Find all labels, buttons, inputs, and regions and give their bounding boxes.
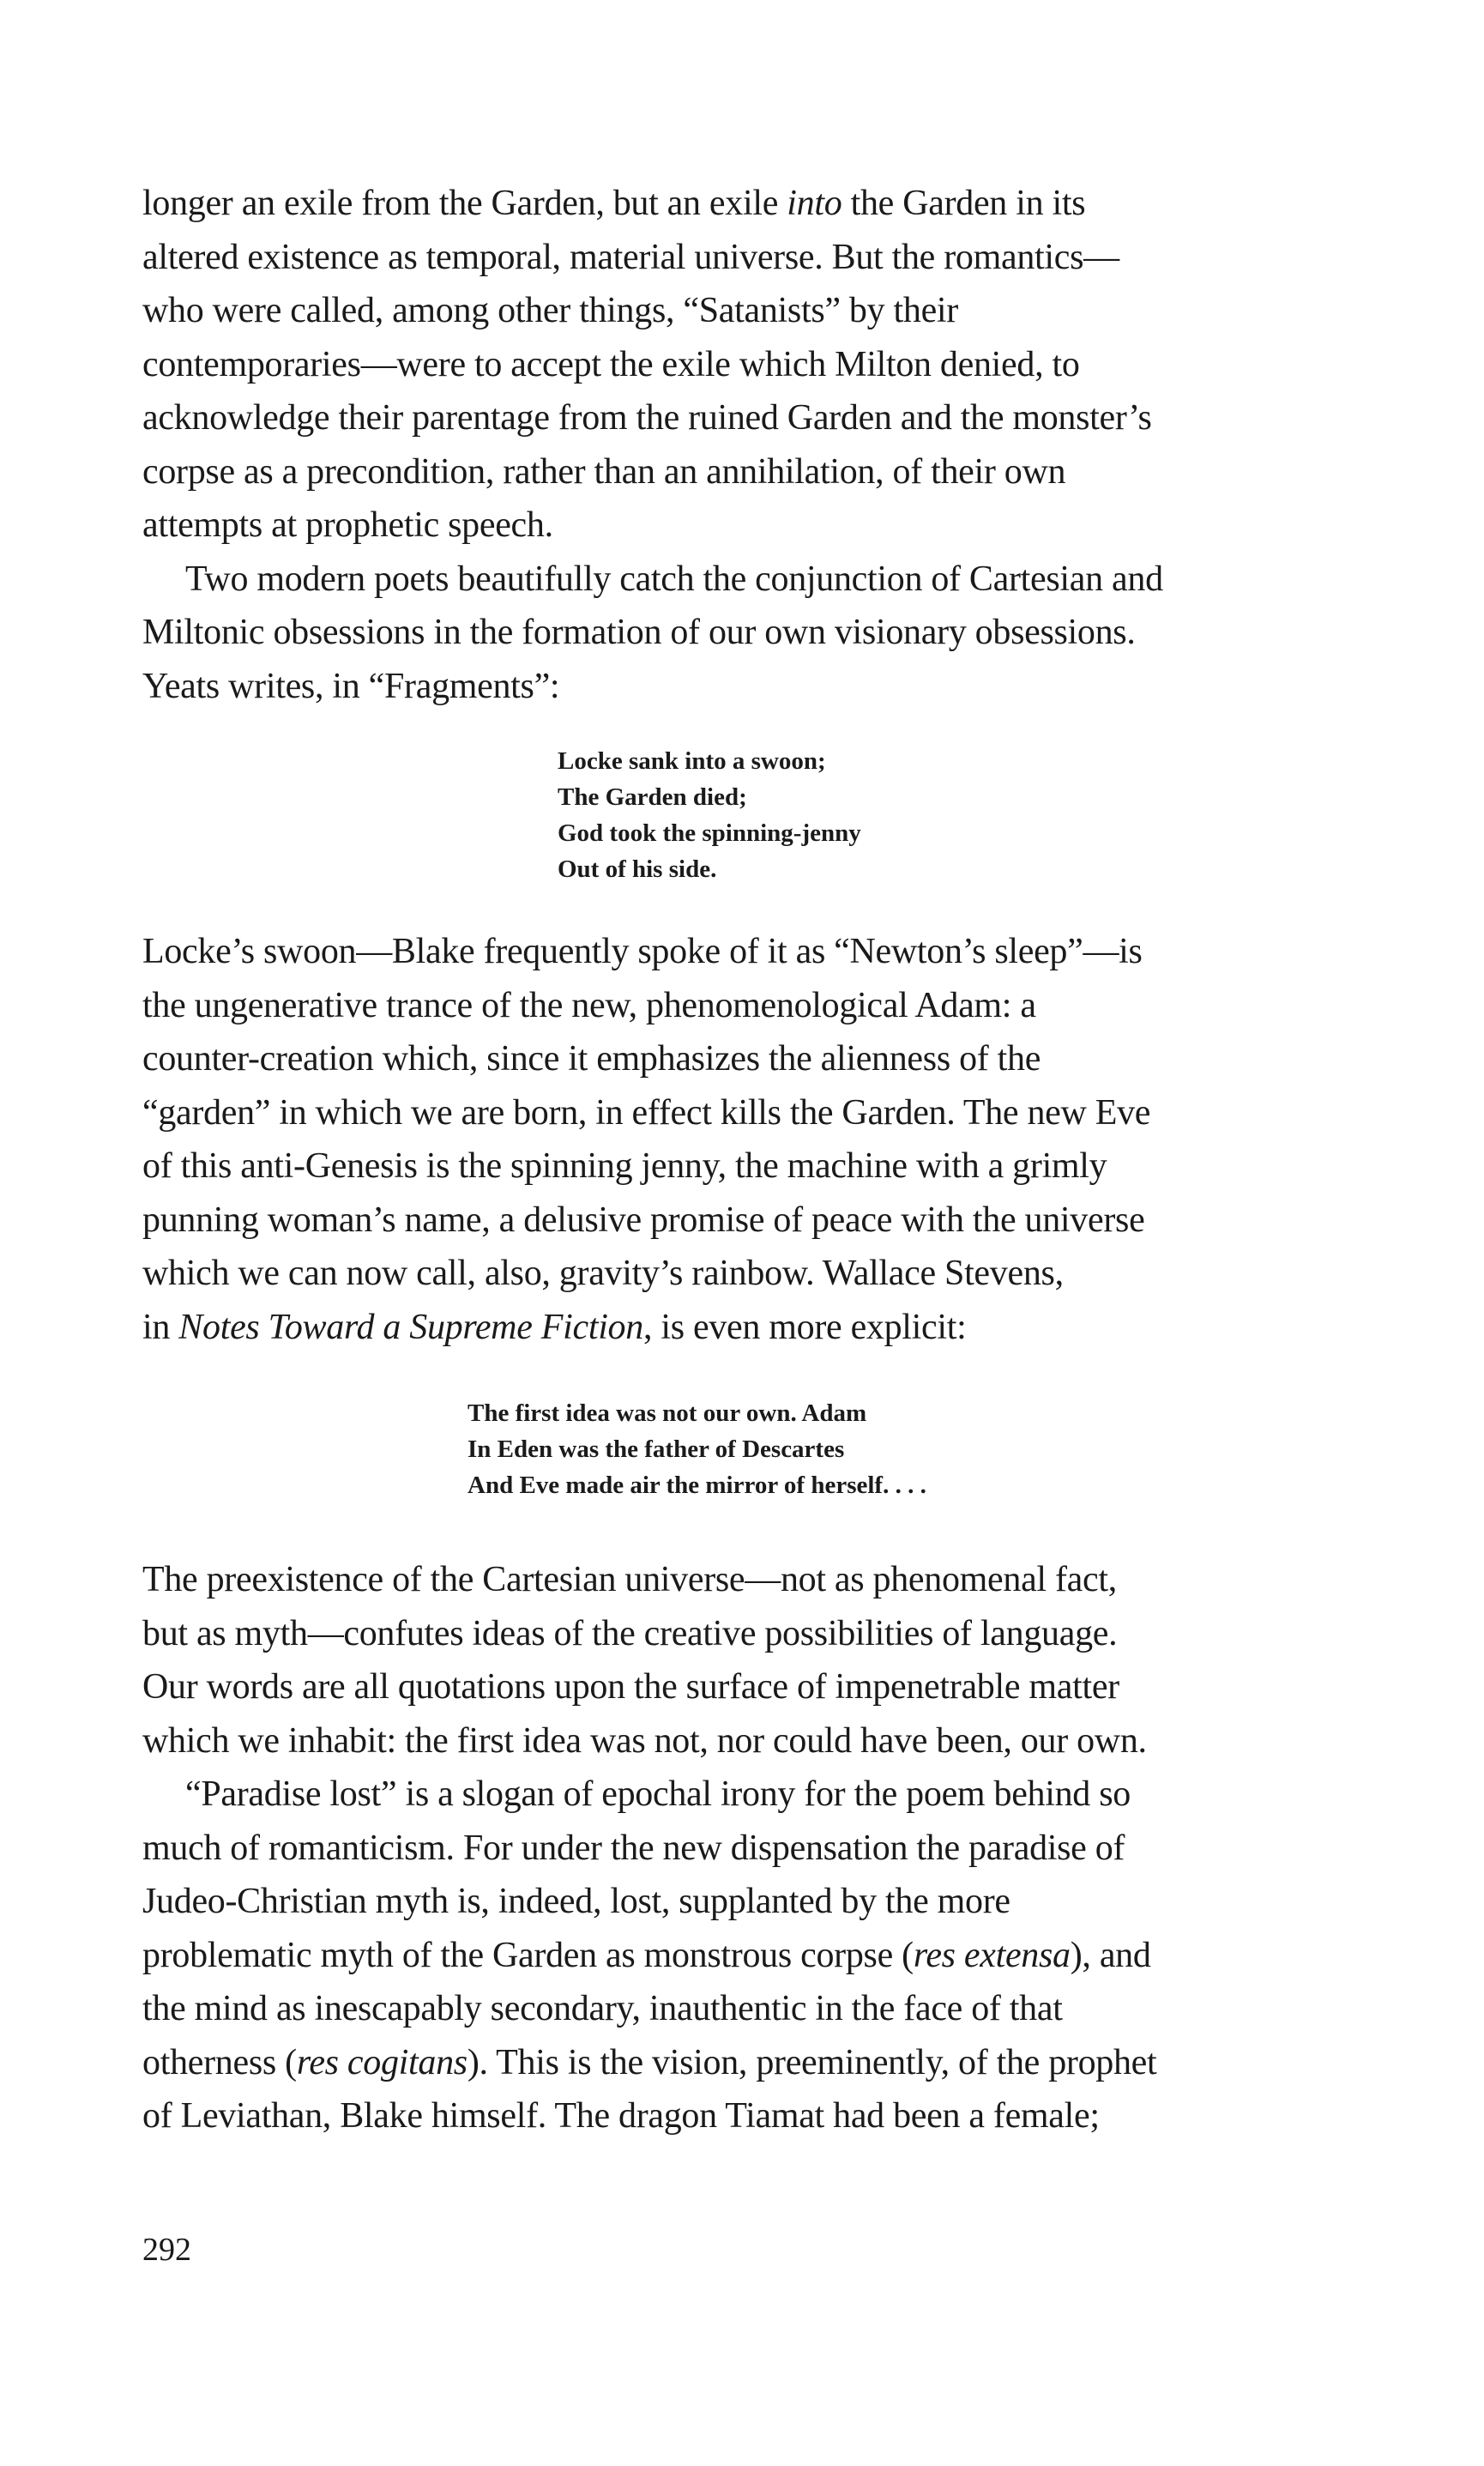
text-line: attempts at prophetic speech.: [142, 505, 553, 545]
text-line: of Leviathan, Blake himself. The dragon Tiamat had been a female;: [142, 2096, 1100, 2136]
text-line: Locke’s swoon—Blake frequently spoke of it as “Newton’s sleep”—is: [142, 932, 1143, 971]
text-line: Miltonic obsessions in the formation of our own visionary obsessions.: [142, 613, 1136, 652]
text-line: problematic myth of the Garden as monstrous corpse (res extensa), and: [142, 1935, 1151, 1975]
text-line: of this anti-Genesis is the spinning jenny, the machine with a grimly: [142, 1146, 1107, 1186]
verse-line: God took the spinning-jenny: [558, 819, 861, 847]
text-line: the ungenerative trance of the new, phenomenological Adam: a: [142, 985, 1036, 1025]
verse-line: Out of his side.: [558, 855, 717, 883]
verse-line: In Eden was the father of Descartes: [468, 1435, 845, 1463]
text-line: the mind as inescapably secondary, inauthentic in the face of that: [142, 1989, 1063, 2028]
text-line: in Notes Toward a Supreme Fiction, is even more explicit:: [142, 1307, 967, 1347]
paragraph-block-3: [142, 1553, 1360, 2143]
text-line: which we can now call, also, gravity’s rainbow. Wallace Stevens,: [142, 1254, 1064, 1293]
text-line: otherness (res cogitans). This is the vision, preeminently, of the prophet: [142, 2042, 1157, 2082]
text-line: The preexistence of the Cartesian universe—not as phenomenal fact,: [142, 1560, 1117, 1599]
text-line: counter-creation which, since it emphasizes the alienness of the: [142, 1039, 1041, 1079]
text-line: “Paradise lost” is a slogan of epochal irony for the poem behind so: [185, 1774, 1131, 1814]
text-line: much of romanticism. For under the new dispensation the paradise of: [142, 1828, 1125, 1868]
text-line: which we inhabit: the first idea was not, nor could have been, our own.: [142, 1720, 1147, 1761]
page-number: 292: [142, 2232, 191, 2268]
text-line: “garden” in which we are born, in effect kills the Garden. The new Eve: [142, 1092, 1151, 1133]
verse-quotation-yeats: [558, 743, 861, 887]
text-line: acknowledge their parentage from the ruined Garden and the monster’s: [142, 398, 1152, 438]
text-line: who were called, among other things, “Satanists” by their: [142, 291, 958, 330]
verse-line: And Eve made air the mirror of herself. . . .: [468, 1472, 926, 1499]
text-line: punning woman’s name, a delusive promise of peace with the universe: [142, 1200, 1145, 1240]
verse-quotation-stevens: [468, 1395, 926, 1503]
text-line: but as myth—confutes ideas of the creative possibilities of language.: [142, 1613, 1118, 1653]
paragraph-block-1: [142, 177, 1360, 713]
text-line: altered existence as temporal, material universe. But the romantics—: [142, 237, 1119, 277]
text-line: Judeo-Christian myth is, indeed, lost, supplanted by the more: [142, 1882, 1010, 1921]
text-line: Yeats writes, in “Fragments”:: [142, 666, 560, 706]
text-line: Our words are all quotations upon the surface of impenetrable matter: [142, 1667, 1119, 1707]
text-line: corpse as a precondition, rather than an annihilation, of their own: [142, 451, 1066, 492]
text-line: longer an exile from the Garden, but an exile into the Garden in its: [142, 184, 1086, 223]
verse-line: Locke sank into a swoon;: [558, 747, 826, 775]
text-line: Two modern poets beautifully catch the conjunction of Cartesian and: [185, 559, 1163, 599]
paragraph-block-2: [142, 925, 1360, 1354]
verse-line: The first idea was not our own. Adam: [468, 1399, 867, 1427]
text-line: contemporaries—were to accept the exile which Milton denied, to: [142, 344, 1080, 384]
verse-line: The Garden died;: [558, 783, 747, 811]
